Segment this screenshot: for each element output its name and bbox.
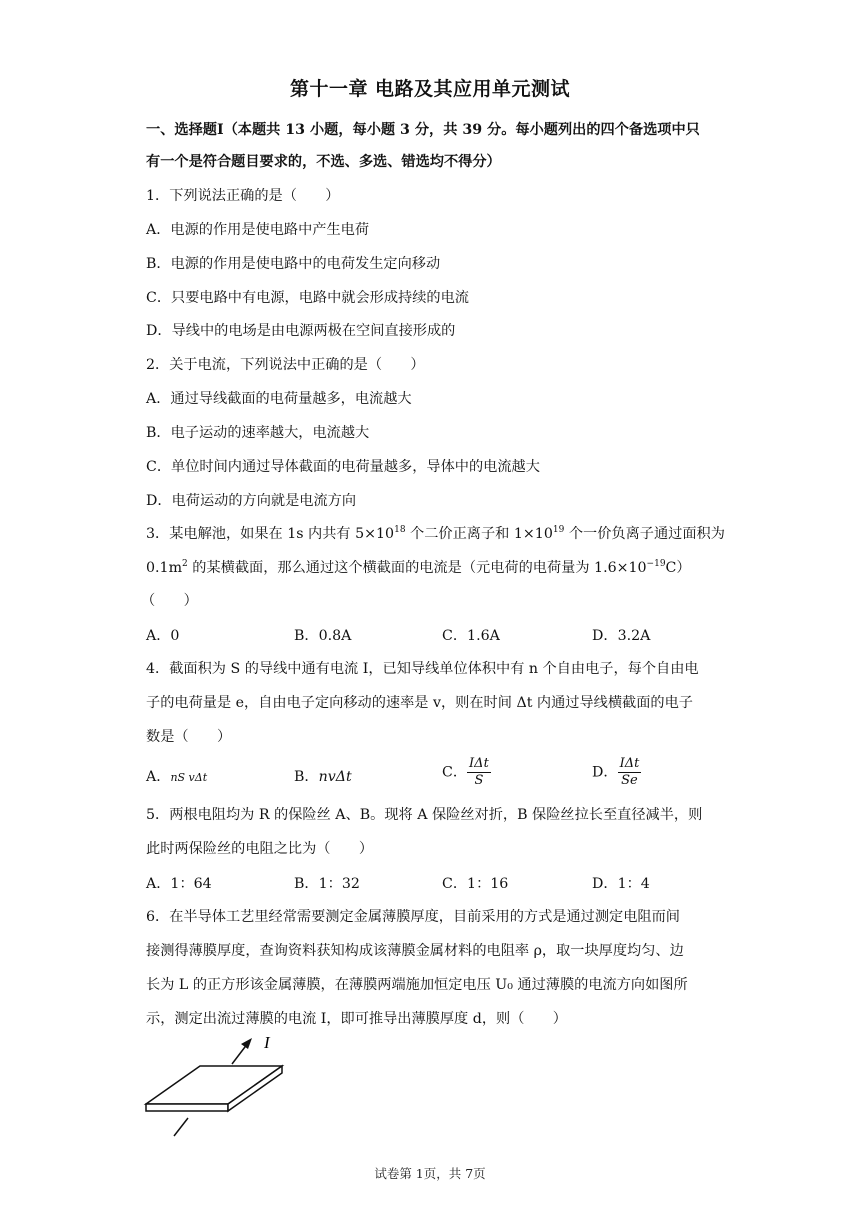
option-label: A．: [146, 769, 171, 785]
question-5-option-d: D．1：4: [592, 876, 650, 892]
page-title: 第十一章 电路及其应用单元测试: [289, 78, 571, 100]
fraction: [618, 756, 642, 789]
question-5-options: [146, 873, 726, 897]
question-5-option-a: A．1：64: [146, 876, 212, 892]
option-label: D．: [592, 764, 618, 781]
q3-exponent: 18: [394, 525, 406, 535]
page-footer: 试卷第 1页，共 7页: [374, 1166, 486, 1181]
question-3-options: [146, 625, 726, 649]
option-label: C．: [442, 764, 468, 781]
question-6-line-2: 接测得薄膜厚度，查询资料获知构成该薄膜金属材料的电阻率 ρ，取一块厚度均匀、边: [146, 943, 684, 959]
film-front-face: [146, 1104, 228, 1111]
fraction-denominator: Se: [621, 773, 638, 788]
question-2-option-b: B．电子运动的速率越大，电流越大: [146, 425, 370, 441]
question-6-line-3: 长为 L 的正方形该金属薄膜，在薄膜两端施加恒定电压 U₀ 通过薄膜的电流方向如图所: [146, 977, 688, 993]
question-3-option-c: C．1.6A: [442, 628, 500, 644]
question-3-option-d: D．3.2A: [592, 628, 651, 644]
question-2-option-c: C．单位时间内通过导体截面的电荷量越多，导体中的电流越大: [146, 459, 540, 475]
q3-exponent: 19: [552, 525, 565, 535]
question-3-line-1: [146, 524, 726, 544]
fraction-numerator: IΔt: [619, 756, 640, 771]
question-4-option-d: [592, 756, 641, 789]
current-arrow-icon: [241, 1038, 252, 1049]
question-1-option-a: A．电源的作用是使电路中产生电荷: [146, 222, 370, 238]
q3-exponent: 2: [182, 559, 188, 569]
section-header-line-2: 有一个是符合题目要求的，不选、多选、错选均不得分）: [146, 154, 501, 170]
question-1-option-c: C．只要电路中有电源，电路中就会形成持续的电流: [146, 290, 469, 306]
question-5-line-2: 此时两保险丝的电阻之比为（ ）: [146, 841, 374, 857]
fraction: [467, 756, 491, 789]
q3-text: C）: [665, 560, 691, 576]
question-4-line-3: 数是（ ）: [146, 729, 232, 745]
current-label: I: [264, 1033, 270, 1052]
question-1-option-d: D．导线中的电场是由电源两极在空间直接形成的: [146, 323, 456, 339]
current-line-bottom: [174, 1118, 188, 1136]
option-label: B．: [294, 769, 319, 785]
thin-film-figure: [140, 1030, 300, 1150]
q3-text: 的某横截面，那么通过这个横截面的电流是（元电荷的电荷量为 1.6×10: [187, 560, 647, 576]
fraction-denominator: S: [474, 773, 484, 788]
option-expression: nS vΔt: [170, 771, 208, 784]
question-4-line-1: 4．截面积为 S 的导线中通有电流 I，已知导线单位体积中有 n 个自由电子，每个自由电: [146, 661, 699, 677]
question-2-option-d: D．电荷运动的方向就是电流方向: [146, 493, 357, 509]
question-5-option-b: B．1：32: [294, 876, 360, 892]
question-3-option-b: B．0.8A: [294, 628, 352, 644]
question-6-line-4: 示，测定出流过薄膜的电流 I，即可推导出薄膜厚度 d，则（ ）: [146, 1011, 567, 1027]
question-1-option-b: B．电源的作用是使电路中的电荷发生定向移动: [146, 256, 441, 272]
option-expression: nvΔt: [318, 769, 352, 785]
question-3-line-3: （ ）: [141, 593, 198, 609]
q3-text: 个一价负离子通过面积为: [564, 526, 725, 542]
question-2-option-a: A．通过导线截面的电荷量越多，电流越大: [146, 391, 412, 407]
fraction-numerator: IΔt: [469, 756, 489, 771]
question-4-option-a: [146, 766, 207, 786]
q3-text: 个二价正离子和 1×10: [405, 526, 553, 542]
question-4-options: [146, 756, 726, 796]
question-3-line-2: [146, 558, 726, 578]
question-3-option-a: A．0: [146, 628, 180, 644]
question-5-line-1: 5．两根电阻均为 R 的保险丝 A、B。现将 A 保险丝对折，B 保险丝拉长至直径减半，则: [146, 807, 703, 823]
q3-text: 3．某电解池，如果在 1s 内共有 5×10: [146, 526, 395, 542]
question-6-line-1: 6．在半导体工艺里经常需要测定金属薄膜厚度，目前采用的方式是通过测定电阻而间: [146, 909, 680, 925]
question-2-stem: 2．关于电流，下列说法中正确的是（ ）: [146, 357, 425, 373]
question-4-option-c: [442, 756, 491, 789]
question-5-option-c: C．1：16: [442, 876, 509, 892]
question-1-stem: 1．下列说法正确的是（ ）: [146, 188, 340, 204]
question-4-option-b: [294, 766, 352, 786]
q3-text: 0.1m: [146, 560, 183, 576]
q3-exponent: −19: [646, 559, 666, 569]
section-header-line-1: 一、选择题Ⅰ（本题共 13 小题，每小题 3 分，共 39 分。每小题列出的四个备选项中只: [146, 122, 700, 138]
question-4-line-2: 子的电荷量是 e，自由电子定向移动的速率是 v，则在时间 Δt 内通过导线横截面的电子: [146, 695, 693, 711]
